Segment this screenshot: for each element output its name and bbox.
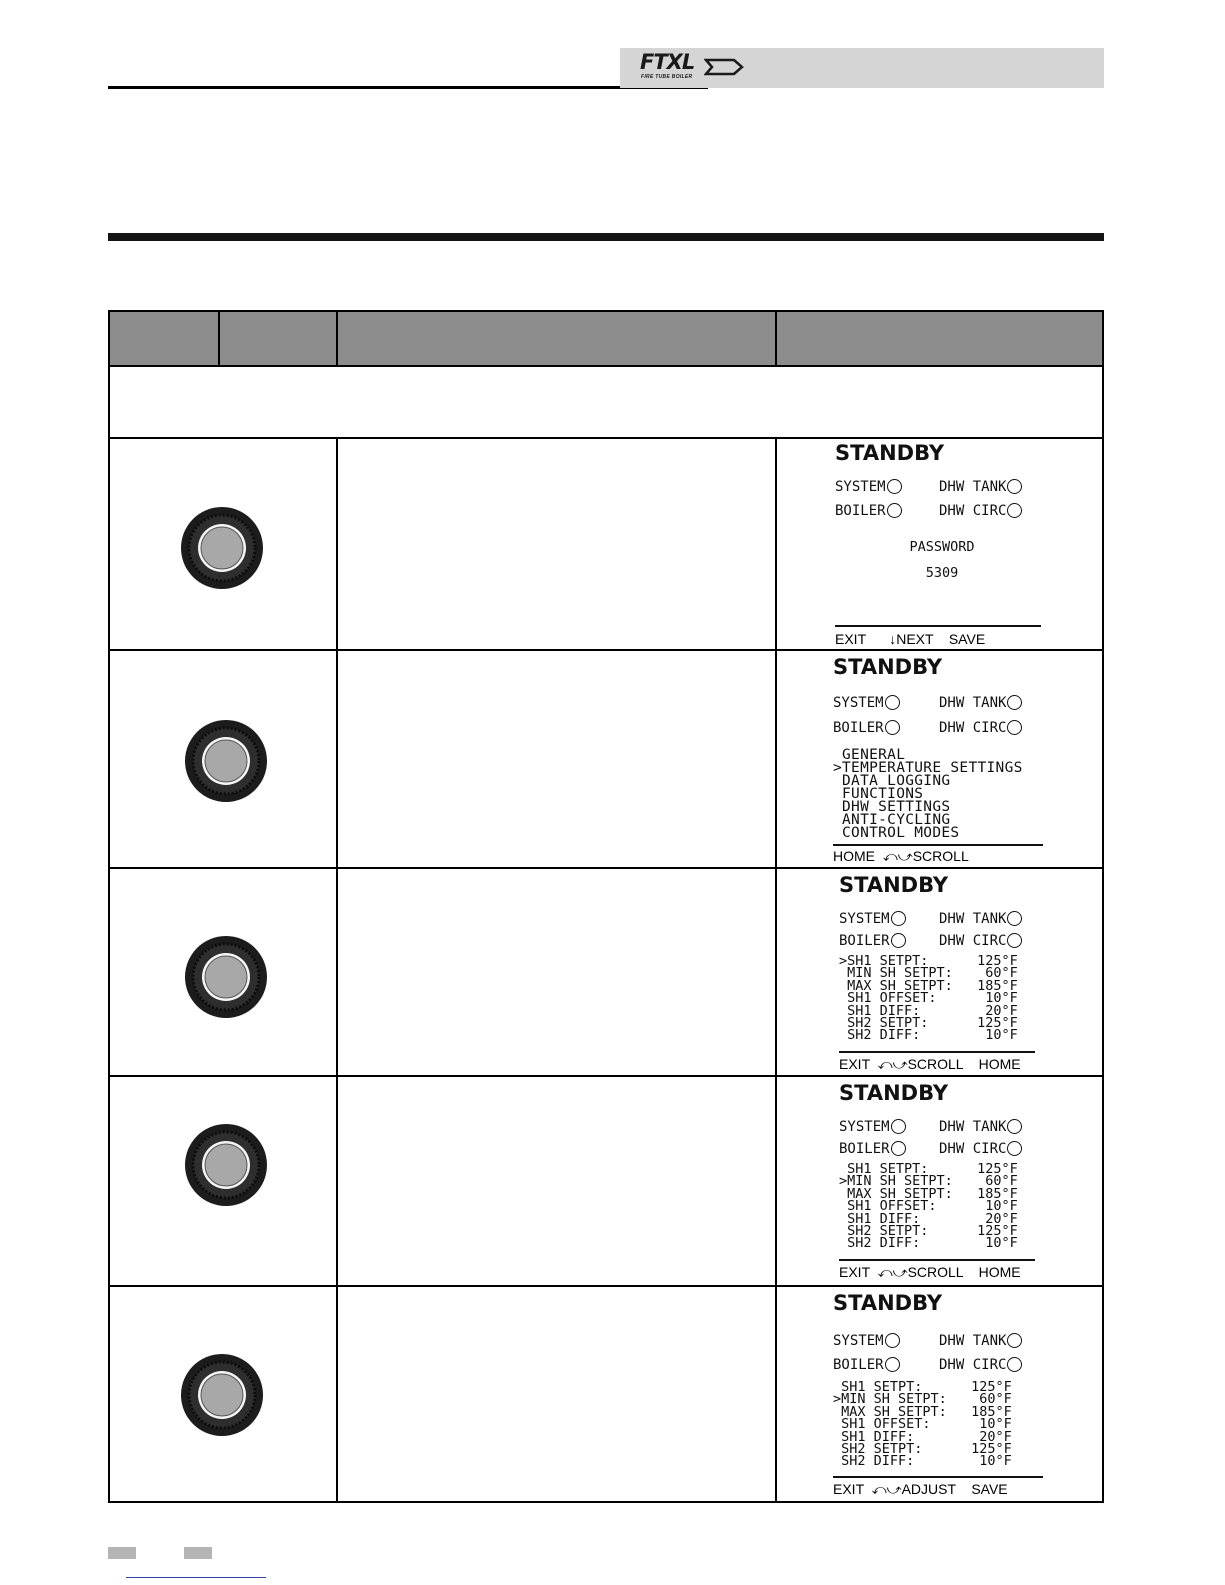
screen-title: STANDBY — [839, 1081, 949, 1105]
logo-wordmark: FTXL — [640, 50, 695, 74]
description-cell — [338, 651, 777, 867]
screen-footer: EXIT ↓NEXT SAVE — [835, 631, 986, 647]
header-cell-control — [220, 312, 338, 365]
status-indicators — [833, 695, 1047, 743]
dhw-tank-indicator-icon — [1007, 695, 1022, 710]
lcd-screen — [839, 873, 1053, 1042]
control-cell — [110, 1077, 338, 1285]
description-cell — [338, 437, 777, 649]
footer-rule — [833, 844, 1043, 846]
status-label: BOILER — [835, 503, 886, 519]
system-indicator-icon — [887, 479, 902, 494]
logo-arrow-icon — [704, 56, 744, 78]
list-item[interactable]: CONTROL MODES — [833, 825, 960, 841]
system-indicator-icon — [891, 911, 906, 926]
screen-title: STANDBY — [833, 1291, 943, 1315]
table-row — [110, 437, 1102, 651]
page-number-mark — [108, 1547, 136, 1559]
boiler-indicator-icon — [891, 933, 906, 948]
header-cell-description — [338, 312, 777, 365]
control-cell — [110, 651, 338, 867]
navigation-dial-icon[interactable] — [180, 1353, 264, 1437]
header-cell-step — [110, 312, 220, 365]
status-label: DHW CIRC — [939, 933, 1007, 949]
footer-rule — [839, 1051, 1035, 1053]
list-item[interactable]: SH2 DIFF: 10°F — [839, 1027, 1018, 1044]
status-label: BOILER — [833, 1357, 884, 1373]
list-item[interactable]: MIN SH SETPT: 60°F — [839, 965, 1018, 982]
status-indicators — [839, 911, 1053, 955]
navigation-dial-icon[interactable] — [184, 935, 268, 1019]
ftxl-logo — [638, 50, 758, 84]
list-item[interactable]: DATA LOGGING — [833, 773, 951, 789]
status-indicators — [835, 479, 1049, 527]
table-header — [110, 312, 1102, 367]
status-label: DHW TANK — [939, 1333, 1007, 1349]
display-cell — [777, 1287, 1102, 1501]
list-item[interactable]: FUNCTIONS — [833, 786, 924, 802]
navigation-dial-icon[interactable] — [184, 1123, 268, 1207]
list-item[interactable]: SH2 DIFF: 10°F — [839, 1235, 1018, 1252]
parameter-list — [839, 1163, 1053, 1250]
list-item[interactable]: MAX SH SETPT: 185°F — [839, 977, 1018, 994]
screen-title: STANDBY — [839, 873, 949, 897]
status-label: DHW CIRC — [939, 1357, 1007, 1373]
footer-rule — [839, 1259, 1035, 1261]
list-item[interactable]: >SH1 SETPT: 125°F — [839, 953, 1018, 969]
description-cell — [338, 869, 777, 1075]
boiler-indicator-icon — [885, 1357, 900, 1372]
status-label: BOILER — [839, 1141, 890, 1157]
dhw-circ-indicator-icon — [1007, 1357, 1022, 1372]
header-rule — [108, 86, 708, 89]
description-cell — [338, 1077, 777, 1285]
dhw-tank-indicator-icon — [1007, 1119, 1022, 1134]
lcd-screen — [833, 1291, 1047, 1468]
screen-title: STANDBY — [833, 655, 943, 679]
dhw-tank-indicator-icon — [1007, 479, 1022, 494]
list-item[interactable]: >TEMPERATURE SETTINGS — [833, 760, 1023, 776]
brand-banner — [620, 48, 1104, 88]
list-item[interactable]: SH1 DIFF: 20°F — [839, 1210, 1018, 1227]
status-label: BOILER — [833, 720, 884, 736]
dhw-circ-indicator-icon — [1007, 1141, 1022, 1156]
status-label: SYSTEM — [833, 1333, 884, 1349]
page-number-mark — [184, 1547, 212, 1559]
status-label: DHW CIRC — [939, 720, 1007, 736]
list-item[interactable]: SH1 SETPT: 125°F — [839, 1161, 1018, 1177]
status-label: BOILER — [839, 933, 890, 949]
password-label: PASSWORD — [909, 539, 975, 555]
list-item[interactable]: SH2 SETPT: 125°F — [833, 1441, 1012, 1458]
dhw-circ-indicator-icon — [1007, 503, 1022, 518]
logo-subtext: FIRE TUBE BOILER — [641, 74, 693, 80]
lcd-screen — [839, 1081, 1053, 1250]
status-label: SYSTEM — [835, 479, 886, 495]
table-row — [110, 1077, 1102, 1287]
system-indicator-icon — [885, 695, 900, 710]
list-item[interactable]: >MIN SH SETPT: 60°F — [839, 1173, 1018, 1190]
list-item[interactable]: SH1 OFFSET: 10°F — [839, 990, 1018, 1007]
boiler-indicator-icon — [891, 1141, 906, 1156]
boiler-indicator-icon — [885, 720, 900, 735]
table-row — [110, 651, 1102, 869]
list-item[interactable]: ANTI-CYCLING — [833, 812, 951, 828]
list-item[interactable]: SH1 OFFSET: 10°F — [833, 1416, 1012, 1433]
footer-link-underline — [126, 1577, 266, 1578]
system-indicator-icon — [885, 1333, 900, 1348]
dhw-circ-indicator-icon — [1007, 933, 1022, 948]
screen-footer: EXIT ⤺⤻ADJUST SAVE — [833, 1481, 1008, 1497]
list-item[interactable]: SH2 SETPT: 125°F — [839, 1015, 1018, 1032]
status-label: SYSTEM — [833, 695, 884, 711]
list-item[interactable]: SH1 DIFF: 20°F — [833, 1428, 1012, 1445]
list-item[interactable]: GENERAL — [833, 747, 906, 763]
navigation-dial-icon[interactable] — [180, 506, 264, 590]
footer-rule — [833, 1476, 1043, 1478]
status-indicators — [833, 1333, 1047, 1379]
screen-footer: HOME ⤺⤻SCROLL — [833, 848, 969, 864]
list-item[interactable]: SH2 DIFF: 10°F — [833, 1453, 1012, 1470]
section-divider — [108, 233, 1104, 241]
table-row — [110, 1287, 1102, 1501]
status-indicators — [839, 1119, 1053, 1163]
list-item[interactable]: >MIN SH SETPT: 60°F — [833, 1391, 1012, 1408]
description-cell — [338, 1287, 777, 1501]
status-label: DHW TANK — [939, 1119, 1007, 1135]
boiler-indicator-icon — [887, 503, 902, 518]
menu-list — [833, 749, 1047, 840]
dhw-tank-indicator-icon — [1007, 911, 1022, 926]
screen-title: STANDBY — [835, 441, 945, 465]
footer-rule — [835, 625, 1041, 627]
list-item[interactable]: SH2 SETPT: 125°F — [839, 1223, 1018, 1240]
control-cell — [110, 437, 338, 649]
control-cell — [110, 1287, 338, 1501]
list-item[interactable]: SH1 OFFSET: 10°F — [839, 1198, 1018, 1215]
list-item[interactable]: MAX SH SETPT: 185°F — [839, 1185, 1018, 1202]
password-value: 5309 — [925, 565, 959, 581]
display-cell — [777, 1077, 1102, 1285]
status-label: DHW CIRC — [939, 503, 1007, 519]
navigation-dial-icon[interactable] — [184, 719, 268, 803]
lcd-screen — [835, 441, 1049, 581]
dhw-circ-indicator-icon — [1007, 720, 1022, 735]
lcd-screen — [833, 655, 1047, 840]
screen-footer: EXIT ⤺⤻SCROLL HOME — [839, 1056, 1021, 1072]
table-note-row — [110, 367, 1102, 439]
procedure-table — [108, 310, 1104, 1503]
table-row — [110, 869, 1102, 1077]
list-item[interactable]: SH1 DIFF: 20°F — [839, 1002, 1018, 1019]
status-label: DHW TANK — [939, 479, 1007, 495]
list-item[interactable]: MAX SH SETPT: 185°F — [833, 1403, 1012, 1420]
dhw-tank-indicator-icon — [1007, 1333, 1022, 1348]
status-label: DHW CIRC — [939, 1141, 1007, 1157]
list-item[interactable]: DHW SETTINGS — [833, 799, 951, 815]
screen-footer: EXIT ⤺⤻SCROLL HOME — [839, 1264, 1021, 1280]
status-label: SYSTEM — [839, 1119, 890, 1135]
status-label: DHW TANK — [939, 911, 1007, 927]
parameter-list — [839, 955, 1053, 1042]
display-cell — [777, 437, 1102, 649]
display-cell — [777, 651, 1102, 867]
status-label: DHW TANK — [939, 695, 1007, 711]
status-label: SYSTEM — [839, 911, 890, 927]
header-cell-display — [777, 312, 1102, 365]
parameter-list — [833, 1381, 1047, 1468]
control-cell — [110, 869, 338, 1075]
list-item[interactable]: SH1 SETPT: 125°F — [833, 1379, 1012, 1395]
display-cell — [777, 869, 1102, 1075]
system-indicator-icon — [891, 1119, 906, 1134]
